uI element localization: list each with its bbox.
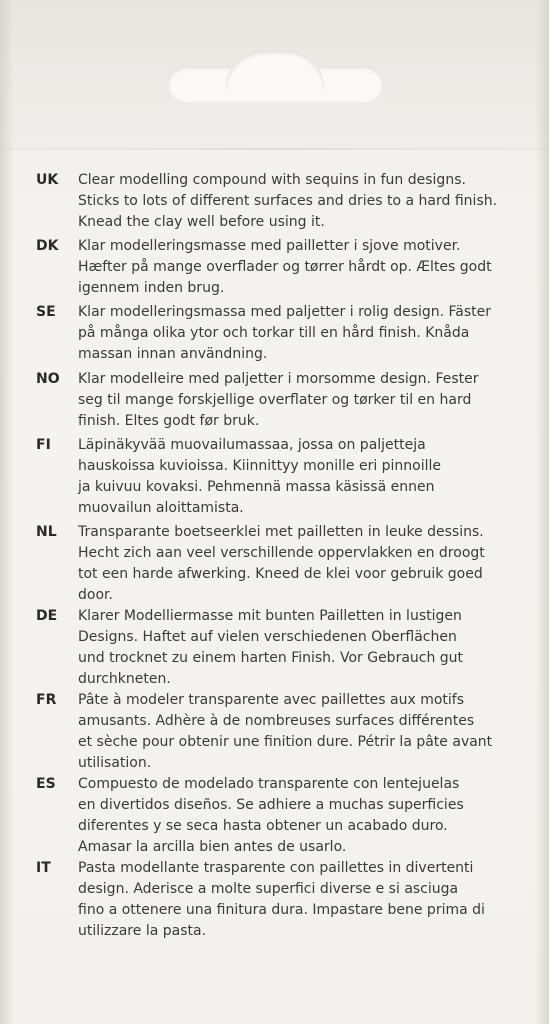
language-description: Klar modelleringsmassa med paljetter i rolig design. Fäster på många olika ytor och torkar till en hård finish. Knåda massan innan användning.: [78, 304, 492, 362]
language-description: Klar modelleringsmasse med pailletter i sjove motiver. Hæfter på mange overflader og tørrer hårdt op. Æltes godt igennem inden brug.: [78, 238, 492, 296]
language-code: IT: [36, 860, 51, 876]
language-code: ES: [36, 776, 56, 792]
language-code: UK: [36, 172, 59, 188]
language-code: FR: [36, 692, 57, 708]
package-left-edge-shadow: [0, 0, 14, 1024]
language-description: Pâte à modeler transparente avec paillettes aux motifs amusants. Adhère à de nombreuses surfaces différentes et sèche pour obtenir une finition dure. Pétrir la pâte avant utilisation.: [78, 692, 493, 771]
language-description: Pasta modellante trasparente con paillettes in divertenti design. Aderisce a molte superfici diverse e si asciuga fino a ottenere una finitura dura. Impastare bene prima di utilizzare la pasta.: [78, 860, 485, 939]
language-description: Läpinäkyvää muovailumassaa, jossa on paljetteja hauskoissa kuvioissa. Kiinnittyy monille eri pinnoille ja kuivuu kovaksi. Pehmennä massa käsissä ennen muovailun aloittamista.: [78, 437, 442, 516]
language-code: NO: [36, 371, 60, 387]
language-code: NL: [36, 524, 57, 540]
language-description: Klar modelleire med paljetter i morsomme design. Fester seg til mange forskjellige overflater og tørker til en hard finish. Eltes godt før bruk.: [78, 371, 479, 429]
package-right-edge-shadow: [535, 0, 549, 1024]
language-code: FI: [36, 437, 51, 453]
language-code: DE: [36, 608, 58, 624]
fold-line: [0, 148, 549, 150]
language-code: DK: [36, 238, 59, 254]
language-description: Clear modelling compound with sequins in fun designs. Sticks to lots of different surfaces and dries to a hard finish. Knead the clay well before using it.: [78, 172, 498, 230]
language-description: Transparante boetseerklei met pailletten in leuke dessins. Hecht zich aan veel verschillende oppervlakken en droogt tot een harde afwerking. Kneed de klei voor gebruik goed door.: [78, 524, 485, 603]
language-code: SE: [36, 304, 56, 320]
language-description: Compuesto de modelado transparente con lentejuelas en divertidos diseños. Se adhiere a muchas superficies diferentes y se seca hasta obtener un acabado duro. Amasar la arcilla bien antes de usarlo.: [78, 776, 464, 855]
language-description: Klarer Modelliermasse mit bunten Pailletten in lustigen Designs. Haftet auf vielen verschiedenen Oberflächen und trocknet zu einem harten Finish. Vor Gebrauch gut durchkneten.: [78, 608, 464, 687]
